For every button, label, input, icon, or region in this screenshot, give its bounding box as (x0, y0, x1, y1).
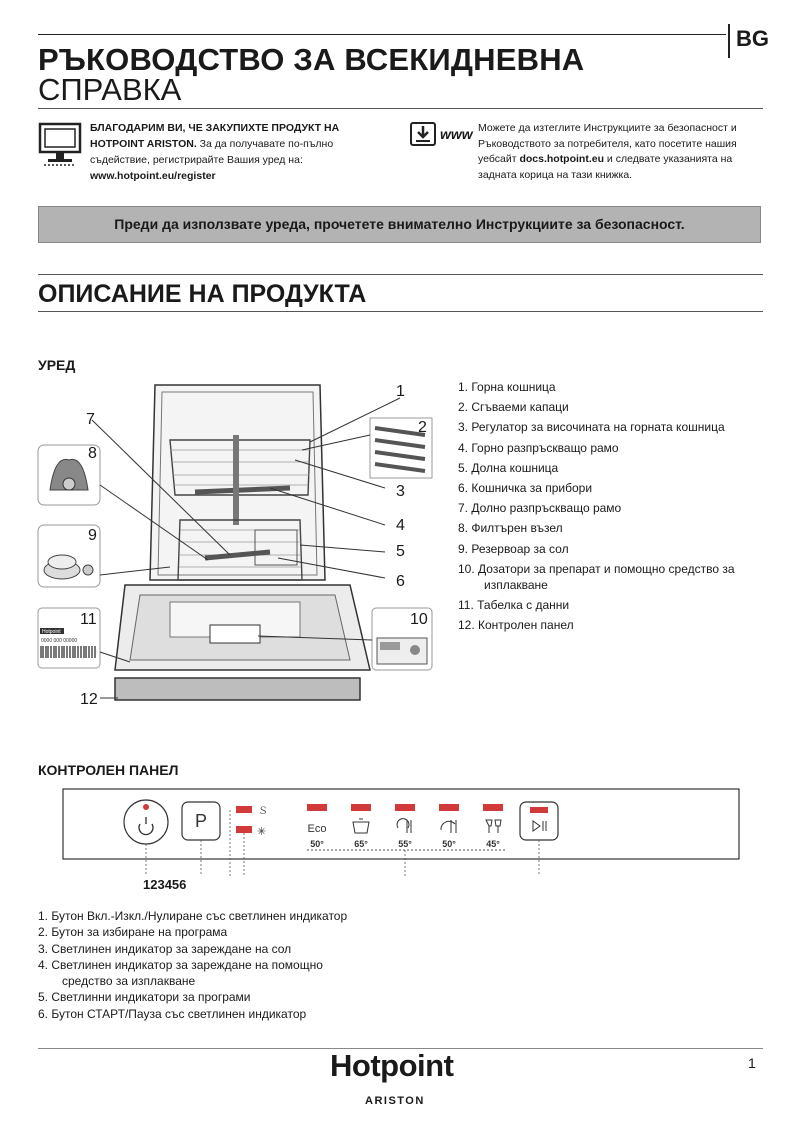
list-item: 5. Долна кошница (458, 460, 559, 475)
panel-callout-numbers: 123456 (143, 877, 187, 892)
eco-temp: 50° (310, 839, 324, 849)
callout-10: 10 (410, 611, 428, 628)
www-label: www (440, 126, 473, 142)
program-light-rinse (439, 804, 459, 811)
callout-6: 6 (396, 573, 405, 590)
program-button-label: P (194, 811, 208, 831)
callout-1: 1 (396, 383, 405, 400)
list-item: изплакване (484, 577, 548, 592)
panel-items-list (38, 908, 418, 1022)
glass-temp: 45° (486, 839, 500, 849)
callout-12: 12 (80, 691, 98, 708)
detergent-dispenser (210, 625, 260, 643)
callout-3: 3 (396, 483, 405, 500)
callout-11: 11 (80, 611, 97, 628)
program-light-quick (395, 804, 415, 811)
title-divider (38, 108, 763, 109)
list-item: 7. Долно разпръскващо рамо (458, 501, 622, 516)
footer-brand: Hotpoint (330, 1048, 454, 1083)
page-number: 1 (748, 1055, 756, 1071)
monitor-icon (38, 122, 84, 168)
list-item: 4. Горно разпръскващо рамо (458, 440, 619, 455)
salt-icon: Ｓ (258, 806, 268, 817)
power-indicator (143, 804, 149, 810)
rinse-aid-indicator (236, 826, 252, 833)
list-item: 4. Светлинен индикатор за зареждане на помощно (38, 957, 323, 972)
svg-text:0000 000 00000: 0000 000 00000 (41, 638, 78, 644)
language-tag: BG (728, 24, 769, 58)
list-item: 3. Светлинен индикатор за зареждане на сол (38, 941, 292, 956)
list-item: 11. Табелка с данни (458, 597, 570, 612)
thanks-text: БЛАГОДАРИМ ВИ, ЧЕ ЗАКУПИХТЕ ПРОДУКТ НА HOTPOINT ARISTON. За да получавате по-пълно съдействие, регистрирайте Вашия уред на: www.hotpoint.eu/register (90, 122, 340, 182)
eco-icon: Eco (307, 823, 327, 835)
callout-9: 9 (88, 527, 97, 544)
callout-2: 2 (418, 419, 427, 436)
section-title: ОПИСАНИЕ НА ПРОДУКТА (38, 280, 367, 308)
list-item: 6. Кошничка за прибори (458, 480, 593, 495)
parts-list (458, 378, 758, 636)
salt-indicator (236, 806, 252, 813)
download-text: Можете да изтеглите Инструкциите за безопасност и Ръководството за потребителя, като посетите нашия уебсайт docs.hotpoint.eu и следвате указанията на задната корица на тази книжка. (478, 122, 737, 181)
section-bottom-rule (38, 311, 763, 312)
header-rule (38, 34, 726, 35)
footer-subbrand: ARISTON (365, 1095, 425, 1107)
dishwasher-diagram (30, 380, 450, 710)
intensive-temp: 65° (354, 839, 368, 849)
list-item: 6. Бутон СТАРТ/Пауза със светлинен индикатор (38, 1006, 307, 1021)
list-item: 12. Контролен панел (458, 618, 574, 633)
callout-8: 8 (88, 445, 97, 462)
register-link[interactable]: www.hotpoint.eu/register (90, 170, 216, 182)
page-title: РЪКОВОДСТВО ЗА ВСЕКИДНЕВНА (38, 42, 585, 77)
list-item: 1. Бутон Вкл.-Изкл./Нулиране със светлинен индикатор (38, 909, 348, 923)
center-tube (233, 435, 239, 525)
page-title-line2: СПРАВКА (38, 72, 182, 107)
start-indicator (530, 807, 548, 813)
callout-5: 5 (396, 543, 405, 560)
program-light-eco (307, 804, 327, 811)
quick-temp: 55° (398, 839, 412, 849)
list-item: 3. Регулатор за височината на горната кошница (458, 420, 725, 435)
list-item: 2. Сгъваеми капаци (458, 400, 569, 415)
safety-banner: Преди да използвате уреда, прочетете внимателно Инструкциите за безопасност. (38, 206, 761, 243)
list-item: 9. Резервоар за сол (458, 541, 569, 556)
docs-link[interactable]: docs.hotpoint.eu (519, 153, 605, 165)
callout-7: 7 (86, 411, 95, 428)
list-item: средство за изплакване (62, 974, 196, 989)
list-item: 5. Светлинни индикатори за програми (38, 990, 251, 1005)
callout-4: 4 (396, 517, 405, 534)
program-light-glass (483, 804, 503, 811)
appliance-heading: УРЕД (38, 357, 76, 373)
download-icon (410, 122, 440, 148)
control-panel-heading: КОНТРОЛЕН ПАНЕЛ (38, 762, 179, 778)
program-light-intensive (351, 804, 371, 811)
rinse-aid-icon: ✳ (257, 825, 267, 838)
rinse-temp: 50° (442, 839, 456, 849)
list-item: 1. Горна кошница (458, 380, 556, 394)
list-item: 10. Дозатори за препарат и помощно средство за (458, 561, 735, 576)
list-item: 2. Бутон за избиране на програма (38, 925, 228, 940)
section-top-rule (38, 274, 763, 275)
control-panel-strip (115, 678, 360, 700)
svg-text:Hotpoint: Hotpoint (42, 629, 61, 635)
list-item: 8. Филтърен възел (458, 521, 563, 536)
